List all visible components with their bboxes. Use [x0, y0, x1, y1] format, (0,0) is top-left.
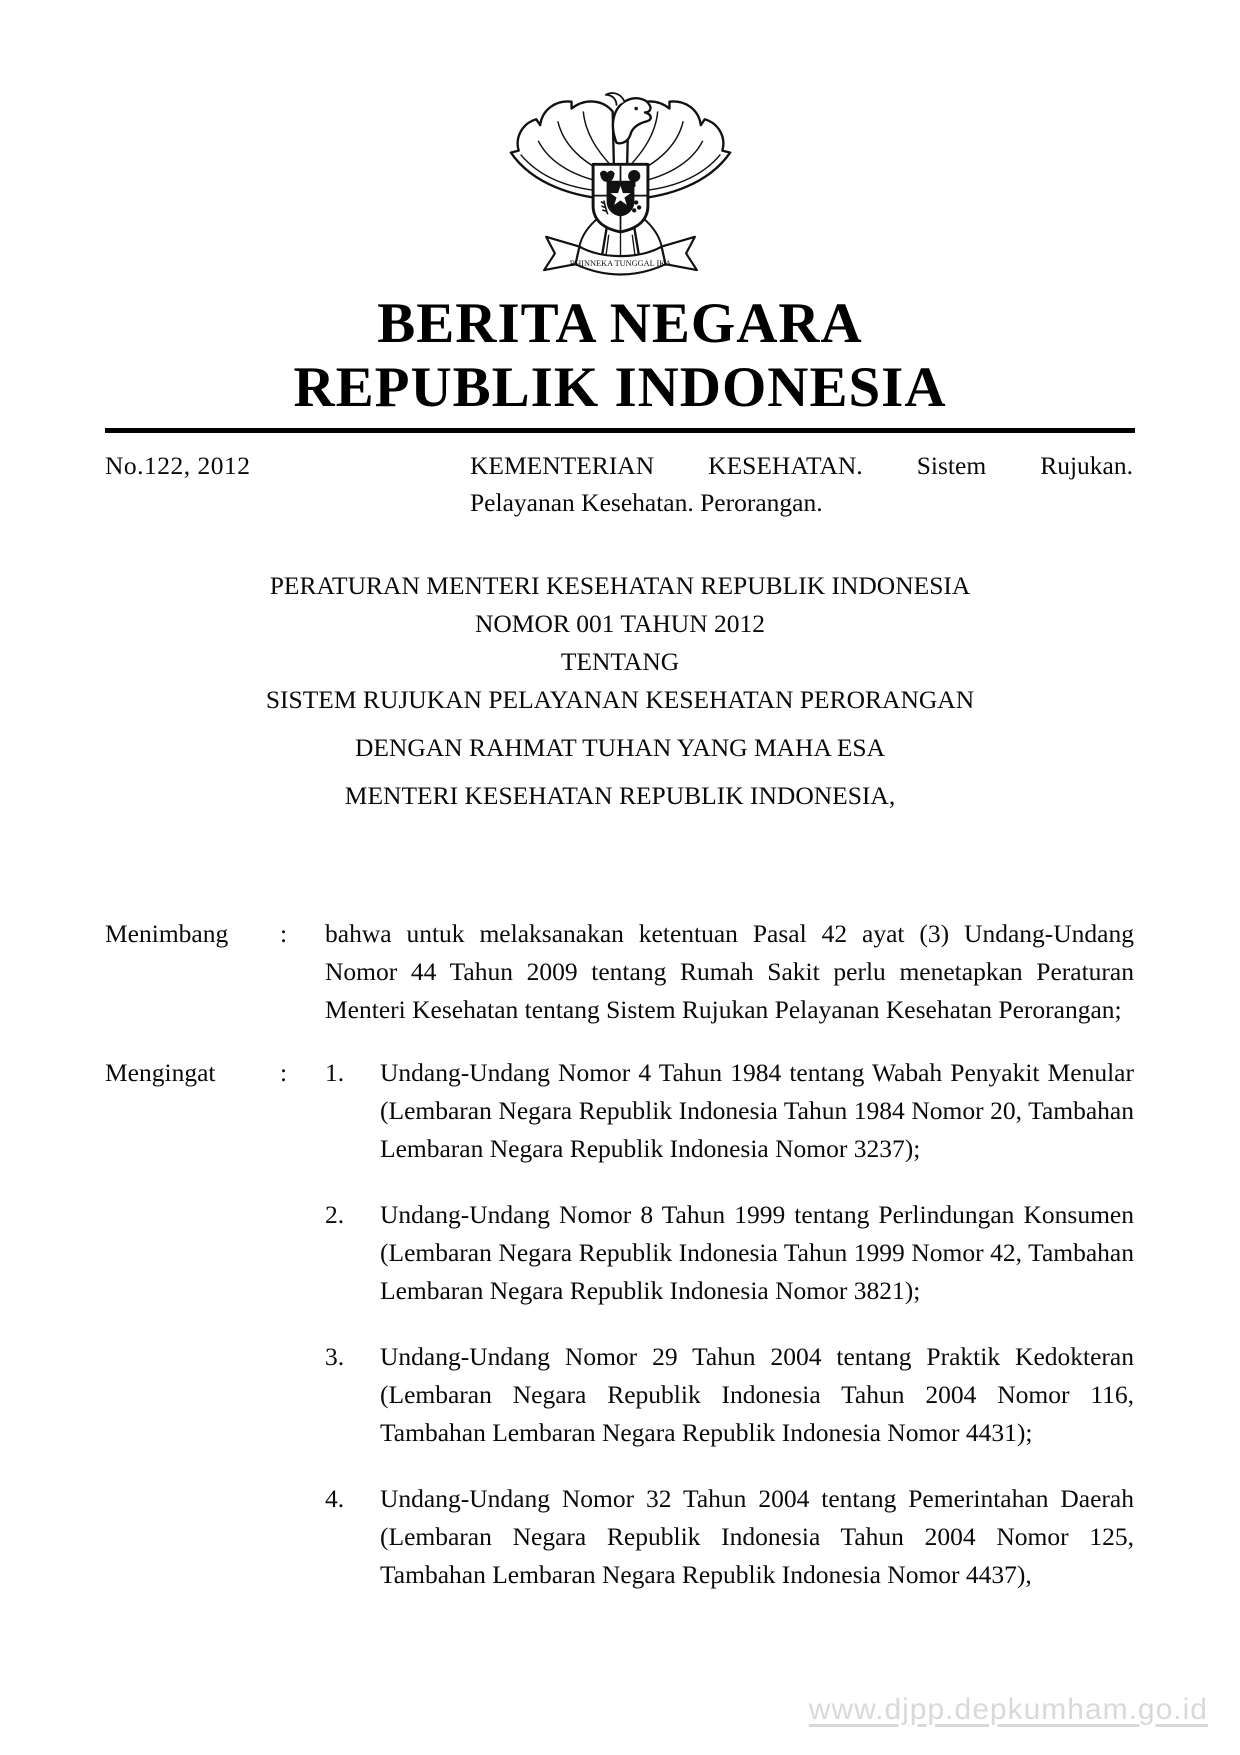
list-item-text: Undang-Undang Nomor 32 Tahun 2004 tentang Pemerintahan Daerah (Lembaran Negara Republik Indonesia Tahun 2004 Nomor 125, Tambahan Lembaran Negara Republik Indonesia Nomor 4437), [380, 1483, 1134, 1589]
watermark: www.djpp.depkumham.go.id [808, 1693, 1208, 1726]
list-item [325, 1338, 1134, 1452]
issue-subject-line2: Pelayanan Kesehatan. Perorangan. [470, 487, 823, 517]
list-item-number: 3. [325, 1341, 345, 1371]
heading-line1: PERATURAN MENTERI KESEHATAN REPUBLIK INDONESIA [269, 570, 971, 600]
list-item [325, 1480, 1134, 1594]
masthead-title-line2: REPUBLIK INDONESIA [293, 355, 947, 419]
regulation-heading [0, 567, 1240, 815]
recalling-items [325, 1054, 1134, 1594]
considering-label: Menimbang [105, 918, 229, 948]
recalling-colon: : [280, 1057, 288, 1087]
list-item [325, 1054, 1134, 1168]
list-item-number: 1. [325, 1057, 345, 1087]
garuda-pancasila-emblem [0, 0, 1240, 278]
recalling-label: Mengingat [105, 1057, 216, 1087]
issue-subject-line1: KEMENTERIAN KESEHATAN. Sistem Rujukan. [470, 450, 1133, 480]
list-item-number: 4. [325, 1483, 345, 1513]
masthead-title-line1: BERITA NEGARA [377, 292, 863, 355]
garuda-pancasila-icon [503, 82, 738, 278]
list-item [325, 1196, 1134, 1310]
heading-line4: SISTEM RUJUKAN PELAYANAN KESEHATAN PERORANGAN [265, 684, 975, 714]
heading-invocation: DENGAN RAHMAT TUHAN YANG MAHA ESA [354, 732, 886, 762]
recalling-clause [0, 1054, 1240, 1594]
considering-colon: : [280, 918, 288, 948]
considering-text: bahwa untuk melaksanakan ketentuan Pasal 42 ayat (3) Undang-Undang Nomor 44 Tahun 2009 tentang Rumah Sakit perlu menetapkan Peraturan Menteri Kesehatan tentang Sistem Rujukan Pelayanan Kesehatan Perorangan; [325, 918, 1134, 1024]
list-item-text: Undang-Undang Nomor 29 Tahun 2004 tentang Praktik Kedokteran (Lembaran Negara Republik Indonesia Tahun 2004 Nomor 116, Tambahan Lembaran Negara Republik Indonesia Nomor 4431); [380, 1341, 1134, 1447]
issue-number: No.122, 2012 [105, 450, 251, 480]
list-item-number: 2. [325, 1199, 345, 1229]
issue-row [0, 433, 1240, 521]
list-item-text: Undang-Undang Nomor 4 Tahun 1984 tentang Wabah Penyakit Menular (Lembaran Negara Republik Indonesia Tahun 1984 Nomor 20, Tambahan Lembaran Negara Republik Indonesia Nomor 3237); [380, 1057, 1134, 1163]
masthead [0, 292, 1240, 420]
considering-clause [0, 915, 1240, 1029]
heading-line3: TENTANG [560, 646, 680, 676]
heading-authority: MENTERI KESEHATAN REPUBLIK INDONESIA, [344, 780, 896, 810]
heading-line2: NOMOR 001 TAHUN 2012 [474, 608, 766, 638]
emblem-motto: BHINNEKA TUNGGAL IKA [569, 259, 671, 269]
list-item-text: Undang-Undang Nomor 8 Tahun 1999 tentang Perlindungan Konsumen (Lembaran Negara Republik Indonesia Tahun 1999 Nomor 42, Tambahan Lembaran Negara Republik Indonesia Nomor 3821); [380, 1199, 1134, 1305]
issue-subject [470, 447, 1133, 521]
